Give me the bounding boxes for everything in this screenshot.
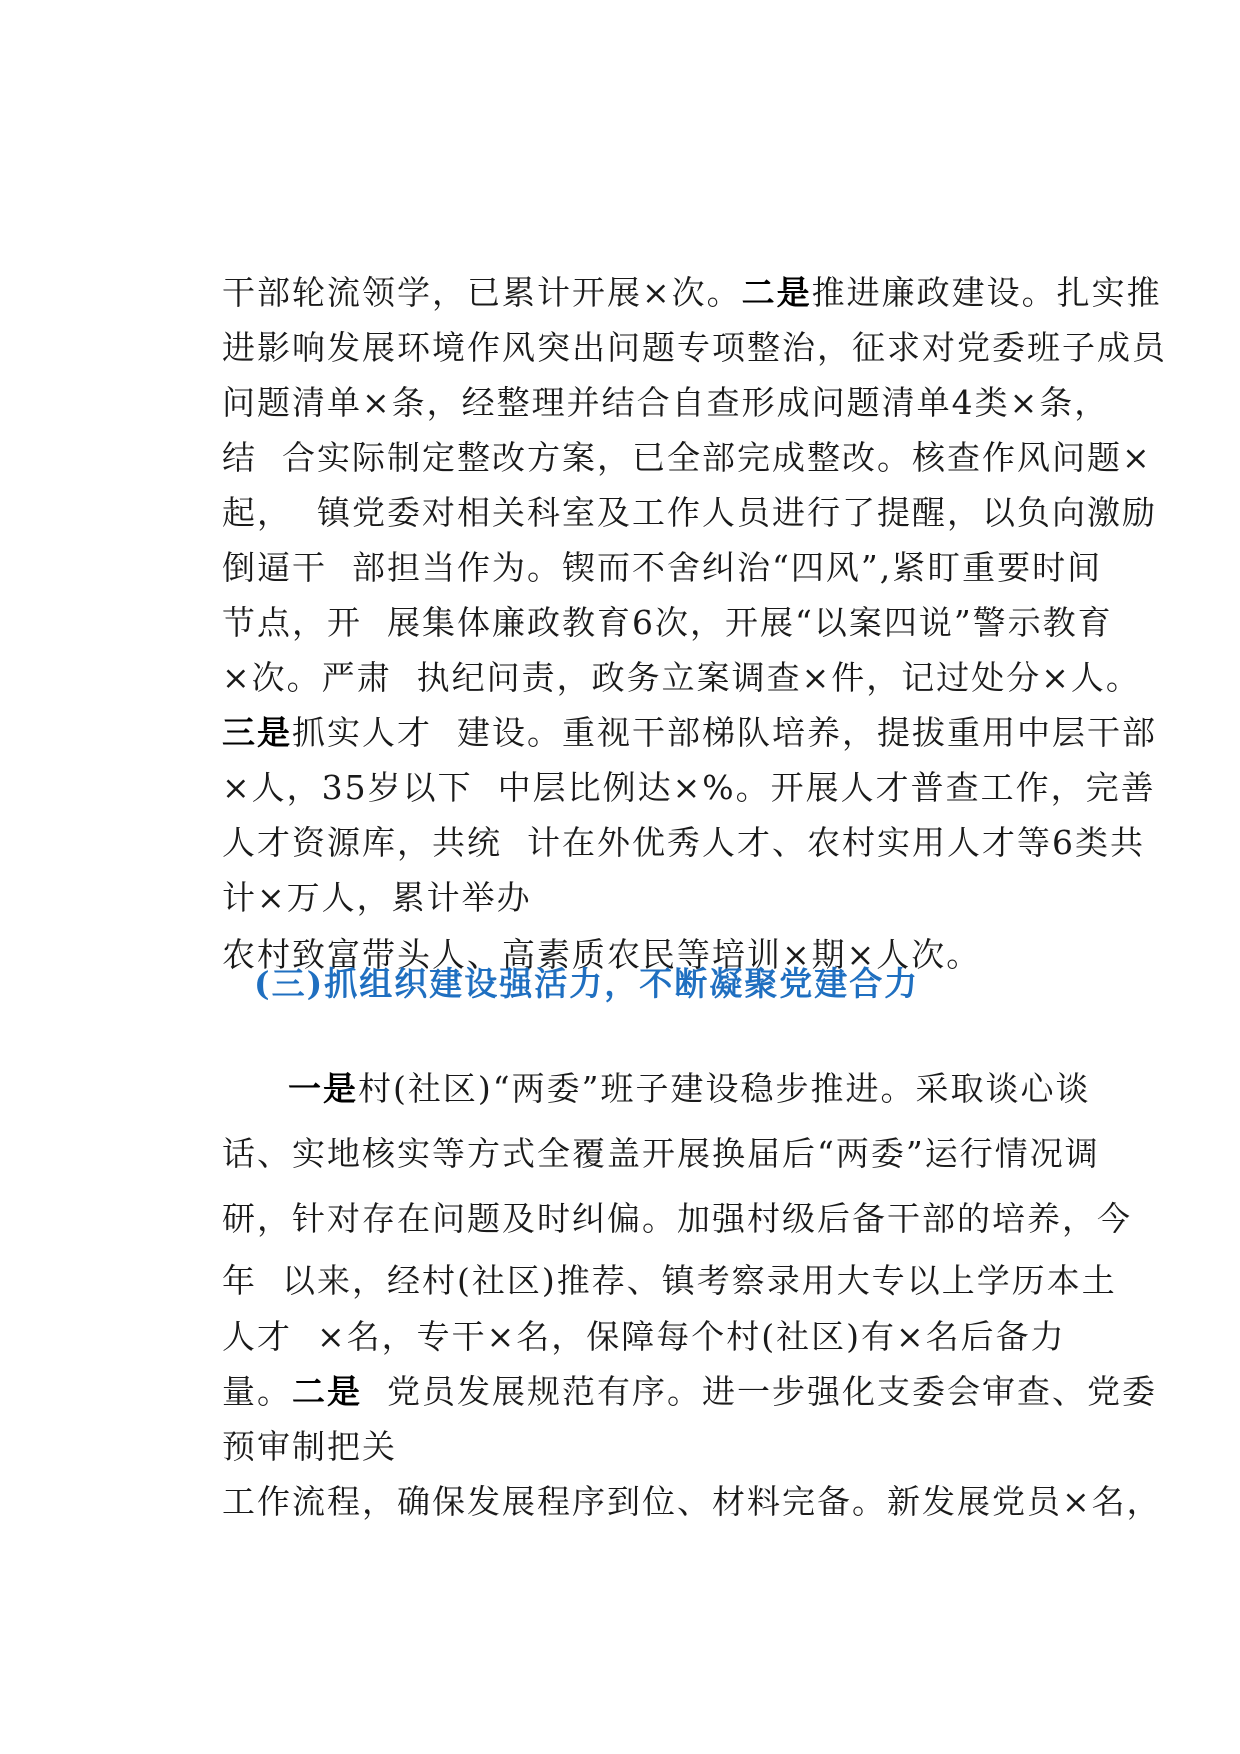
text-run: 结 合实际制定整改方案，已全部完成整改。核查作风问题×: [221, 438, 1152, 477]
text-run: 抓实人才 建设。重视干部梯队培养，提拔重用中层干部: [291, 713, 1157, 752]
text-run: 村(社区)“两委”班子建设稳步推进。采取谈心谈: [357, 1069, 1091, 1108]
section-heading: (三)抓组织建设强活力，不断凝聚党建合力: [254, 964, 920, 1003]
text-run: 干部轮流领学，已累计开展×次。: [221, 273, 742, 312]
emphasis-run: 一是: [287, 1069, 358, 1108]
text-run: 问题清单×条，经整理并结合自查形成问题清单4类×条，: [221, 383, 1110, 422]
text-run: ×次。严肃 执纪问责，政务立案调查×件，记过处分×人。: [221, 658, 1141, 697]
body-line: [172, 1442, 1162, 1562]
text-run: 进影响发展环境作风突出问题专项整治，征求对党委班子成员: [221, 328, 1167, 367]
text-run: 节点，开 展集体廉政教育6次，开展“以案四说”警示教育: [221, 603, 1113, 642]
text-run: 量。: [221, 1372, 292, 1411]
text-run: 年 以来，经村(社区)推荐、镇考察录用大专以上学历本土: [221, 1261, 1117, 1300]
text-run: 工作流程，确保发展程序到位、材料完备。新发展党员×名，: [221, 1482, 1162, 1521]
text-run: 起， 镇党委对相关科室及工作人员进行了提醒，以负向激励: [221, 493, 1157, 532]
text-run: 推进廉政建设。扎实推: [811, 273, 1162, 312]
text-run: 人才 ×名，专干×名，保障每个村(社区)有×名后备力: [221, 1317, 1066, 1356]
text-run: 研，针对存在问题及时纠偏。加强村级后备干部的培养，今: [221, 1199, 1132, 1238]
emphasis-run: 二是: [741, 273, 812, 312]
text-run: 人才资源库，共统 计在外优秀人才、农村实用人才等6类共: [221, 823, 1145, 862]
emphasis-run: 二是: [291, 1372, 362, 1411]
text-run: 倒逼干 部担当作为。锲而不舍纠治“四风”,紧盯重要时间: [221, 548, 1103, 587]
text-run: ×人，35岁以下 中层比例达×%。开展人才普查工作，完善: [221, 768, 1156, 807]
text-run: 计×万人，累计举办: [221, 878, 532, 917]
text-run: 话、实地核实等方式全覆盖开展换届后“两委”运行情况调: [221, 1134, 1100, 1173]
text-run: 党员发展规范有序。进一步强化支委会审查、党委: [361, 1372, 1157, 1411]
text-run: 预审制把关: [221, 1427, 397, 1466]
text-run: 农村致富带头人、高素质农民等培训×期×人次。: [221, 935, 982, 974]
emphasis-run: 三是: [221, 713, 292, 752]
